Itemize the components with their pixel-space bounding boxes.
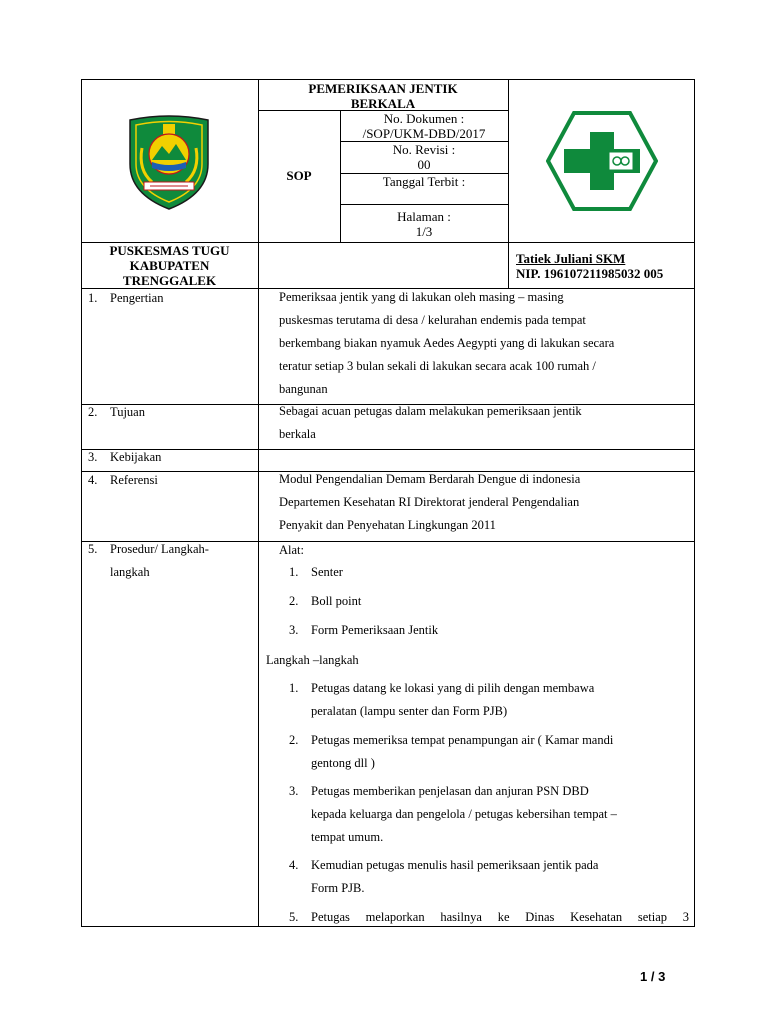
section-4-content: Modul Pengendalian Demam Berdarah Dengue di indonesia Departemen Kesehatan RI Direktorat jenderal Pengendalian Penyakit dan Penyehatan Lingkungan 2011 xyxy=(279,472,581,532)
step-item: 5. Petugas melaporkan hasilnya ke Dinas Kesehatan setiap 3 xyxy=(289,910,689,924)
section-2-content: Sebagai acuan petugas dalam melakukan pemeriksaan jentik berkala xyxy=(279,404,582,441)
sop-label: SOP xyxy=(286,168,312,183)
organization-name: PUSKESMAS TUGU KABUPATEN TRENGGALEK xyxy=(109,243,230,288)
section-1-content: Pemeriksaa jentik yang di lakukan oleh masing – masing puskesmas terutama di desa / kelurahan endemis pada tempat berkembang biakan nyamuk Aedes Aegypti yang di lakukan secara teratur setiap 3 bulan sekali di lakukan secara acak 100 rumah / bangunan xyxy=(279,290,615,396)
steps-heading: Langkah –langkah xyxy=(266,653,359,667)
signer-name: Tatiek Juliani SKM xyxy=(516,251,626,266)
step-item: 3. Petugas memberikan penjelasan dan anjuran PSN DBD kepada keluarga dan pengelola / petugas kebersihan tempat – tempat umum. xyxy=(289,784,617,844)
puskesmas-cross-icon xyxy=(546,110,658,212)
revision-number: No. Revisi : 00 xyxy=(392,142,456,172)
tool-item: 1. Senter xyxy=(289,565,343,579)
page-number: Halaman : 1/3 xyxy=(397,209,451,239)
section-1-label: 1. Pengertian xyxy=(88,291,164,305)
tool-item: 2. Boll point xyxy=(289,594,362,608)
tools-heading: Alat: xyxy=(279,543,304,557)
tool-item: 3. Form Pemeriksaan Jentik xyxy=(289,623,439,637)
section-4-label: 4. Referensi xyxy=(88,473,158,487)
section-3-label: 3. Kebijakan xyxy=(88,450,162,464)
signer-block xyxy=(516,251,694,281)
section-5-label: 5. Prosedur/ Langkah- langkah xyxy=(88,542,209,579)
section-2-label: 2. Tujuan xyxy=(88,405,145,419)
step-item: 1. Petugas datang ke lokasi yang di pilih dengan membawa peralatan (lampu senter dan Form PJB) xyxy=(289,681,595,718)
document-title: PEMERIKSAAN JENTIK BERKALA xyxy=(308,81,458,111)
step-item: 4. Kemudian petugas menulis hasil pemeriksaan jentik pada Form PJB. xyxy=(289,858,599,895)
kabupaten-trenggalek-crest-icon xyxy=(122,112,216,212)
step-item: 2. Petugas memeriksa tempat penampungan air ( Kamar mandi gentong dll ) xyxy=(289,733,614,770)
signer-nip: NIP. 196107211985032 005 xyxy=(516,266,664,281)
document-number: No. Dokumen : /SOP/UKM-DBD/2017 xyxy=(362,111,486,141)
page-indicator: 1 / 3 xyxy=(640,969,666,984)
issue-date: Tanggal Terbit : xyxy=(382,174,466,189)
